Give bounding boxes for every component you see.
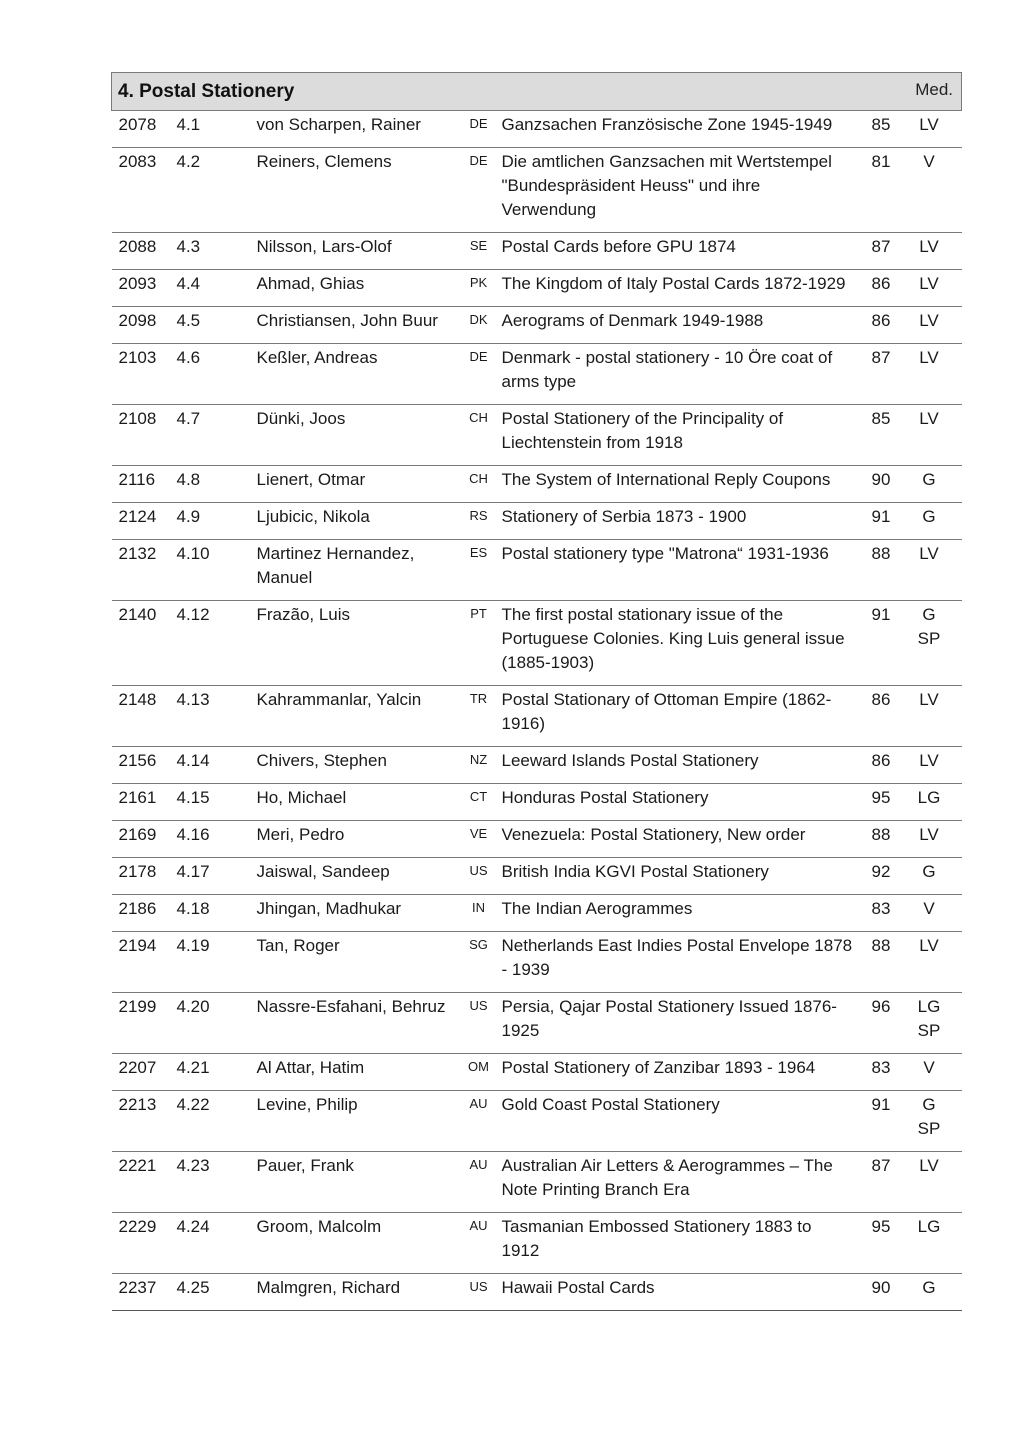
exhibit-number: 2078 — [112, 111, 171, 148]
country-code: VE — [462, 821, 496, 858]
exhibitor-name: Groom, Malcolm — [251, 1213, 462, 1274]
table-row — [112, 895, 962, 932]
table-row — [112, 932, 962, 993]
exhibitor-name: Malmgren, Richard — [251, 1274, 462, 1311]
exhibit-section: 4.12 — [171, 601, 251, 686]
exhibit-section: 4.5 — [171, 307, 251, 344]
exhibit-number: 2088 — [112, 233, 171, 270]
exhibit-points: 88 — [858, 821, 903, 858]
exhibit-section: 4.9 — [171, 503, 251, 540]
table-row — [112, 1054, 962, 1091]
exhibit-number: 2103 — [112, 344, 171, 405]
exhibit-title: Venezuela: Postal Stationery, New order — [496, 821, 858, 858]
exhibit-number: 2156 — [112, 747, 171, 784]
medal-label: LG — [917, 788, 941, 807]
exhibit-rows — [112, 111, 962, 1311]
exhibit-number: 2148 — [112, 686, 171, 747]
table-row — [112, 503, 962, 540]
country-code: PT — [462, 601, 496, 686]
exhibit-section: 4.4 — [171, 270, 251, 307]
medal-label: LV — [919, 1156, 939, 1175]
medal-label: V — [923, 899, 935, 918]
table-row — [112, 233, 962, 270]
medal-label: SP — [917, 1119, 941, 1138]
exhibit-section: 4.3 — [171, 233, 251, 270]
table-row — [112, 821, 962, 858]
exhibit-medal — [903, 503, 962, 540]
country-code: OM — [462, 1054, 496, 1091]
exhibitor-name: Christiansen, John Buur — [251, 307, 462, 344]
exhibitor-name: Reiners, Clemens — [251, 148, 462, 233]
exhibit-medal — [903, 747, 962, 784]
table-row — [112, 1091, 962, 1152]
exhibitor-name: Nilsson, Lars-Olof — [251, 233, 462, 270]
exhibit-points: 83 — [858, 895, 903, 932]
exhibit-points: 86 — [858, 747, 903, 784]
exhibit-points: 88 — [858, 932, 903, 993]
exhibit-section: 4.20 — [171, 993, 251, 1054]
exhibit-number: 2083 — [112, 148, 171, 233]
medal-label: SP — [917, 1021, 941, 1040]
exhibit-number: 2213 — [112, 1091, 171, 1152]
exhibit-title: Leeward Islands Postal Stationery — [496, 747, 858, 784]
exhibitor-name: Martinez Hernandez, Manuel — [251, 540, 462, 601]
exhibit-points: 91 — [858, 601, 903, 686]
exhibit-number: 2229 — [112, 1213, 171, 1274]
exhibit-medal — [903, 821, 962, 858]
exhibit-points: 83 — [858, 1054, 903, 1091]
exhibit-medal — [903, 858, 962, 895]
medal-label: LV — [919, 311, 939, 330]
exhibit-section: 4.18 — [171, 895, 251, 932]
exhibit-number: 2194 — [112, 932, 171, 993]
exhibit-number: 2186 — [112, 895, 171, 932]
medal-label: G — [922, 862, 936, 881]
exhibit-title: The Indian Aerogrammes — [496, 895, 858, 932]
exhibit-medal — [903, 784, 962, 821]
exhibit-number: 2237 — [112, 1274, 171, 1311]
medal-label: LG — [917, 997, 941, 1016]
exhibitor-name: Nassre-Esfahani, Behruz — [251, 993, 462, 1054]
exhibit-number: 2116 — [112, 466, 171, 503]
exhibit-points: 91 — [858, 503, 903, 540]
exhibit-points: 95 — [858, 1213, 903, 1274]
country-code: CH — [462, 405, 496, 466]
table-row — [112, 747, 962, 784]
medal-label: LV — [919, 544, 939, 563]
exhibit-points: 86 — [858, 307, 903, 344]
exhibitor-name: Ahmad, Ghias — [251, 270, 462, 307]
medal-label: G — [922, 605, 936, 624]
exhibit-section: 4.23 — [171, 1152, 251, 1213]
medal-label: G — [922, 470, 936, 489]
exhibit-medal — [903, 344, 962, 405]
exhibit-points: 90 — [858, 1274, 903, 1311]
table-row — [112, 466, 962, 503]
country-code: DE — [462, 344, 496, 405]
table-row — [112, 601, 962, 686]
exhibit-number: 2178 — [112, 858, 171, 895]
medal-label: LV — [919, 274, 939, 293]
exhibit-number: 2199 — [112, 993, 171, 1054]
country-code: CT — [462, 784, 496, 821]
exhibit-medal — [903, 233, 962, 270]
medal-label: V — [923, 152, 935, 171]
exhibitor-name: Pauer, Frank — [251, 1152, 462, 1213]
exhibit-list-table-wrapper — [111, 72, 961, 1311]
exhibit-medal — [903, 270, 962, 307]
table-row — [112, 858, 962, 895]
exhibit-points: 87 — [858, 233, 903, 270]
exhibit-section: 4.17 — [171, 858, 251, 895]
country-code: SE — [462, 233, 496, 270]
exhibit-section: 4.24 — [171, 1213, 251, 1274]
exhibit-title: Postal Stationery of Zanzibar 1893 - 1964 — [496, 1054, 858, 1091]
exhibit-number: 2140 — [112, 601, 171, 686]
exhibit-medal — [903, 148, 962, 233]
exhibit-medal — [903, 405, 962, 466]
exhibit-section: 4.1 — [171, 111, 251, 148]
country-code: CH — [462, 466, 496, 503]
country-code: SG — [462, 932, 496, 993]
table-row — [112, 148, 962, 233]
exhibit-title: Aerograms of Denmark 1949-1988 — [496, 307, 858, 344]
exhibit-points: 85 — [858, 405, 903, 466]
exhibit-medal — [903, 932, 962, 993]
exhibitor-name: Dünki, Joos — [251, 405, 462, 466]
country-code: PK — [462, 270, 496, 307]
exhibit-section: 4.16 — [171, 821, 251, 858]
exhibit-medal — [903, 111, 962, 148]
table-row — [112, 784, 962, 821]
exhibit-medal — [903, 1274, 962, 1311]
exhibit-section: 4.25 — [171, 1274, 251, 1311]
exhibit-points: 92 — [858, 858, 903, 895]
medal-label: LV — [919, 751, 939, 770]
exhibitor-name: von Scharpen, Rainer — [251, 111, 462, 148]
table-row — [112, 540, 962, 601]
exhibit-number: 2108 — [112, 405, 171, 466]
exhibit-title: Gold Coast Postal Stationery — [496, 1091, 858, 1152]
exhibit-title: Postal Stationery of the Principality of Liechtenstein from 1918 — [496, 405, 858, 466]
exhibit-title: Netherlands East Indies Postal Envelope 1878 - 1939 — [496, 932, 858, 993]
medal-label: G — [922, 1095, 936, 1114]
exhibit-number: 2161 — [112, 784, 171, 821]
country-code: ES — [462, 540, 496, 601]
exhibitor-name: Frazão, Luis — [251, 601, 462, 686]
table-row — [112, 1152, 962, 1213]
section-header — [112, 73, 962, 111]
medal-label: V — [923, 1058, 935, 1077]
exhibitor-name: Lienert, Otmar — [251, 466, 462, 503]
exhibit-number: 2169 — [112, 821, 171, 858]
exhibit-points: 87 — [858, 344, 903, 405]
exhibitor-name: Meri, Pedro — [251, 821, 462, 858]
table-row — [112, 1213, 962, 1274]
medal-label: LV — [919, 348, 939, 367]
exhibit-number: 2207 — [112, 1054, 171, 1091]
exhibit-points: 91 — [858, 1091, 903, 1152]
exhibit-title: Tasmanian Embossed Stationery 1883 to 1912 — [496, 1213, 858, 1274]
medal-label: LV — [919, 690, 939, 709]
exhibit-title: British India KGVI Postal Stationery — [496, 858, 858, 895]
country-code: US — [462, 1274, 496, 1311]
exhibitor-name: Tan, Roger — [251, 932, 462, 993]
exhibitor-name: Levine, Philip — [251, 1091, 462, 1152]
table-row — [112, 344, 962, 405]
exhibitor-name: Al Attar, Hatim — [251, 1054, 462, 1091]
exhibit-medal — [903, 993, 962, 1054]
exhibit-points: 81 — [858, 148, 903, 233]
exhibit-section: 4.10 — [171, 540, 251, 601]
country-code: NZ — [462, 747, 496, 784]
table-row — [112, 1274, 962, 1311]
exhibit-number: 2221 — [112, 1152, 171, 1213]
exhibit-medal — [903, 895, 962, 932]
exhibit-number: 2124 — [112, 503, 171, 540]
exhibit-title: Postal stationery type "Matrona“ 1931-1936 — [496, 540, 858, 601]
table-row — [112, 270, 962, 307]
exhibit-section: 4.7 — [171, 405, 251, 466]
exhibit-medal — [903, 307, 962, 344]
exhibit-points: 95 — [858, 784, 903, 821]
table-row — [112, 993, 962, 1054]
exhibit-section: 4.19 — [171, 932, 251, 993]
table-row — [112, 405, 962, 466]
exhibitor-name: Jhingan, Madhukar — [251, 895, 462, 932]
country-code: TR — [462, 686, 496, 747]
medal-label: G — [922, 1278, 936, 1297]
country-code: US — [462, 858, 496, 895]
exhibitor-name: Ho, Michael — [251, 784, 462, 821]
exhibit-points: 90 — [858, 466, 903, 503]
exhibit-points: 88 — [858, 540, 903, 601]
exhibit-title: The System of International Reply Coupons — [496, 466, 858, 503]
exhibit-medal — [903, 601, 962, 686]
exhibit-points: 87 — [858, 1152, 903, 1213]
exhibit-section: 4.22 — [171, 1091, 251, 1152]
country-code: US — [462, 993, 496, 1054]
exhibitor-name: Jaiswal, Sandeep — [251, 858, 462, 895]
section-title: 4. Postal Stationery — [118, 80, 295, 102]
exhibit-title: Australian Air Letters & Aerogrammes – The Note Printing Branch Era — [496, 1152, 858, 1213]
exhibit-section: 4.21 — [171, 1054, 251, 1091]
exhibit-points: 86 — [858, 270, 903, 307]
country-code: DE — [462, 148, 496, 233]
exhibit-title: Hawaii Postal Cards — [496, 1274, 858, 1311]
exhibit-points: 85 — [858, 111, 903, 148]
table-row — [112, 686, 962, 747]
exhibit-title: Persia, Qajar Postal Stationery Issued 1876-1925 — [496, 993, 858, 1054]
section-header-row — [112, 73, 962, 111]
exhibit-points: 96 — [858, 993, 903, 1054]
exhibit-medal — [903, 1091, 962, 1152]
medal-label: LV — [919, 409, 939, 428]
medal-column-header: Med. — [915, 79, 953, 99]
exhibit-title: Ganzsachen Französische Zone 1945-1949 — [496, 111, 858, 148]
exhibit-medal — [903, 466, 962, 503]
exhibit-list-table — [111, 72, 962, 1311]
exhibit-medal — [903, 540, 962, 601]
exhibit-title: The first postal stationary issue of the Portuguese Colonies. King Luis general issue (1885-1903) — [496, 601, 858, 686]
exhibit-section: 4.2 — [171, 148, 251, 233]
exhibitor-name: Keßler, Andreas — [251, 344, 462, 405]
country-code: AU — [462, 1091, 496, 1152]
country-code: DE — [462, 111, 496, 148]
exhibit-medal — [903, 1213, 962, 1274]
country-code: IN — [462, 895, 496, 932]
exhibit-title: Honduras Postal Stationery — [496, 784, 858, 821]
exhibit-section: 4.15 — [171, 784, 251, 821]
exhibit-number: 2098 — [112, 307, 171, 344]
exhibit-medal — [903, 1054, 962, 1091]
medal-label: LV — [919, 936, 939, 955]
exhibitor-name: Kahrammanlar, Yalcin — [251, 686, 462, 747]
medal-label: LV — [919, 237, 939, 256]
country-code: RS — [462, 503, 496, 540]
exhibit-title: Die amtlichen Ganzsachen mit Wertstempel "Bundespräsident Heuss" und ihre Verwendung — [496, 148, 858, 233]
exhibit-points: 86 — [858, 686, 903, 747]
country-code: DK — [462, 307, 496, 344]
medal-label: G — [922, 507, 936, 526]
medal-label: SP — [917, 629, 941, 648]
exhibit-number: 2093 — [112, 270, 171, 307]
exhibit-title: Denmark - postal stationery - 10 Öre coat of arms type — [496, 344, 858, 405]
exhibit-section: 4.8 — [171, 466, 251, 503]
exhibit-medal — [903, 1152, 962, 1213]
table-row — [112, 111, 962, 148]
medal-label: LV — [919, 115, 939, 134]
exhibit-title: Postal Stationary of Ottoman Empire (1862-1916) — [496, 686, 858, 747]
country-code: AU — [462, 1213, 496, 1274]
exhibit-section: 4.6 — [171, 344, 251, 405]
table-row — [112, 307, 962, 344]
exhibit-medal — [903, 686, 962, 747]
exhibit-title: The Kingdom of Italy Postal Cards 1872-1929 — [496, 270, 858, 307]
exhibit-section: 4.13 — [171, 686, 251, 747]
exhibitor-name: Ljubicic, Nikola — [251, 503, 462, 540]
exhibit-title: Postal Cards before GPU 1874 — [496, 233, 858, 270]
exhibitor-name: Chivers, Stephen — [251, 747, 462, 784]
country-code: AU — [462, 1152, 496, 1213]
medal-label: LG — [917, 1217, 941, 1236]
exhibit-section: 4.14 — [171, 747, 251, 784]
exhibit-number: 2132 — [112, 540, 171, 601]
medal-label: LV — [919, 825, 939, 844]
exhibit-title: Stationery of Serbia 1873 - 1900 — [496, 503, 858, 540]
